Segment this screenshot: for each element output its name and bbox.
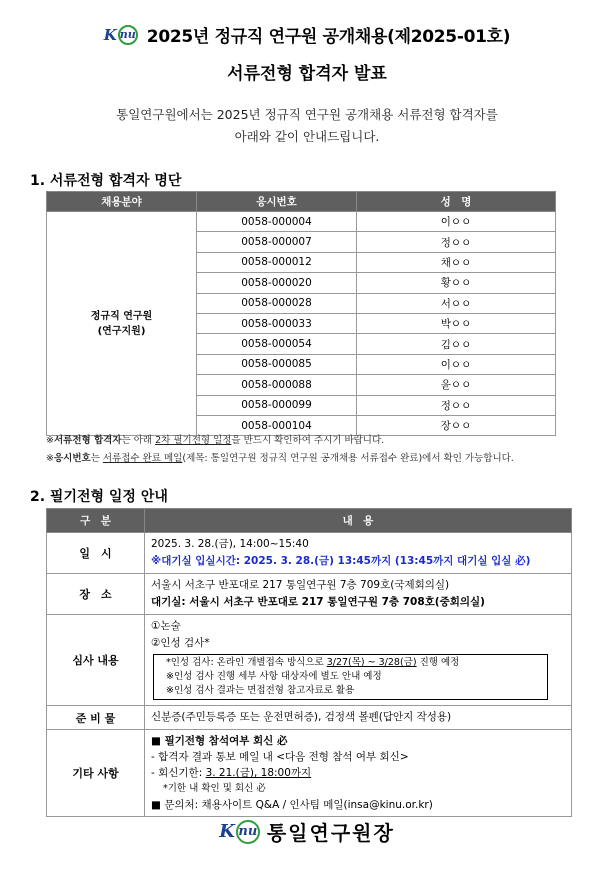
applicant-name: 정ㅇㅇ — [357, 395, 556, 415]
etc-line-1: ■ 필기전형 참석여부 회신 必 — [151, 735, 288, 747]
exam-schedule-table — [46, 508, 572, 817]
col-name: 성 명 — [357, 192, 556, 212]
note-2-bold: 응시번호 — [53, 453, 91, 464]
applicant-name: 채ㅇㅇ — [357, 252, 556, 272]
prep-value: 신분증(주민등록증 또는 운전면허증), 검정색 볼펜(답안지 작성용) — [145, 706, 572, 730]
footer-logo-letter: K — [219, 821, 235, 842]
row-date — [47, 533, 572, 574]
note-1-mid: 는 아래 — [121, 435, 156, 446]
box-line-3: ※인성 검사 결과는 면접전형 참고자료로 활용 — [166, 685, 355, 696]
applicant-name: 서ㅇㅇ — [357, 293, 556, 313]
logo-ring-icon: nu — [118, 25, 138, 45]
box-line-1-a: *인성 검사: 온라인 개별접속 방식으로 — [166, 657, 327, 668]
applicant-name: 이ㅇㅇ — [357, 354, 556, 374]
applicant-id: 0058-000099 — [197, 395, 357, 415]
intro-line-2: 아래와 같이 안내드립니다. — [234, 129, 380, 144]
row-prep — [47, 706, 572, 730]
applicant-id: 0058-000033 — [197, 313, 357, 333]
col-division: 구 분 — [47, 509, 145, 533]
exam-item-1: ①논술 — [151, 620, 181, 632]
applicant-name: 이ㅇㅇ — [357, 212, 556, 232]
note-2-suffix: (제목: 통일연구원 정규직 연구원 공개채용 서류접수 완료)에서 확인 가능합니다. — [182, 453, 514, 464]
date-label: 일 시 — [47, 533, 145, 574]
table-row — [47, 212, 556, 232]
footer-logo-ring-icon: nu — [236, 820, 260, 844]
applicant-name: 김ㅇㅇ — [357, 334, 556, 354]
note-2-prefix: ※ — [46, 453, 54, 464]
note-1-suffix: 을 반드시 확인하여 주시기 바랍니다. — [231, 435, 385, 446]
applicant-id: 0058-000007 — [197, 232, 357, 252]
applicant-id: 0058-000028 — [197, 293, 357, 313]
intro-line-1: 통일연구원에서는 2025년 정규직 연구원 공개채용 서류전형 합격자를 — [116, 107, 498, 122]
category-cell — [47, 212, 197, 436]
category-line-1: 정규직 연구원 — [90, 310, 153, 322]
row-place — [47, 574, 572, 615]
note-1-bold: 서류전형 합격자 — [53, 435, 122, 446]
note-1 — [46, 432, 384, 446]
etc-label: 기타 사항 — [47, 730, 145, 817]
schedule-table-header — [47, 509, 572, 533]
logo-letter: K — [103, 25, 117, 44]
kinu-logo — [104, 25, 139, 45]
footer-signature — [0, 817, 614, 846]
etc-line-3 — [151, 765, 565, 781]
applicant-id: 0058-000020 — [197, 273, 357, 293]
col-category: 채용분야 — [47, 192, 197, 212]
note-2-underlined: 서류접수 완료 메일 — [102, 453, 183, 464]
document-header — [0, 22, 614, 84]
applicant-id: 0058-000004 — [197, 212, 357, 232]
note-2-mid: 는 — [90, 453, 103, 464]
etc-line-5: ■ 문의처: 채용사이트 Q&A / 인사팀 메일(insa@kinu.or.kr) — [151, 799, 433, 811]
title-row — [0, 22, 614, 47]
section-2-title: 2. 필기전형 일정 안내 — [30, 489, 168, 505]
place-line-1: 서울시 서초구 반포대로 217 통일연구원 7층 709호(국제회의실) — [151, 579, 450, 591]
intro-text — [0, 104, 614, 148]
applicant-name: 정ㅇㅇ — [357, 232, 556, 252]
box-line-1 — [166, 656, 537, 670]
place-line-2: 대기실: 서울시 서초구 반포대로 217 통일연구원 7층 708호(중회의실) — [151, 596, 485, 608]
col-content: 내 용 — [145, 509, 572, 533]
box-line-1-b: 진행 예정 — [416, 657, 460, 668]
exam-value — [145, 615, 572, 706]
box-line-2: ※인성 검사 진행 세부 사항 대상자에 별도 안내 예정 — [166, 671, 382, 682]
applicant-name: 윤ㅇㅇ — [357, 375, 556, 395]
applicant-id: 0058-000054 — [197, 334, 357, 354]
col-applicant-id: 응시번호 — [197, 192, 357, 212]
reply-deadline: 3. 21.(금), 18:00까지 — [205, 767, 312, 779]
personality-test-note-box — [153, 654, 548, 700]
note-1-prefix: ※ — [46, 435, 54, 446]
etc-line-2: - 합격자 결과 통보 메일 내 <다음 전형 참석 여부 회신> — [151, 751, 409, 763]
place-value — [145, 574, 572, 615]
etc-line-4: *기한 내 확인 및 회신 必 — [163, 783, 266, 794]
prep-label: 준 비 물 — [47, 706, 145, 730]
row-etc — [47, 730, 572, 817]
note-1-underlined: 2차 필기전형 일정 — [155, 435, 232, 446]
waiting-room-time: ※대기실 입실시간: 2025. 3. 28.(금) 13:45까지 (13:45까지 대기실 입실 必) — [151, 555, 531, 567]
date-line-1: 2025. 3. 28.(금), 14:00~15:40 — [151, 538, 309, 550]
document-subtitle: 서류전형 합격자 발표 — [227, 64, 387, 84]
applicant-name: 장ㅇㅇ — [357, 415, 556, 435]
place-label: 장 소 — [47, 574, 145, 615]
category-line-2: (연구지원) — [97, 325, 146, 337]
passer-table-header — [47, 192, 556, 212]
exam-item-2: ②인성 검사* — [151, 637, 210, 649]
applicant-name: 황ㅇㅇ — [357, 273, 556, 293]
exam-label: 심사 내용 — [47, 615, 145, 706]
date-value — [145, 533, 572, 574]
note-2 — [46, 450, 514, 464]
etc-line-3-a: - 회신기한: — [151, 767, 206, 779]
passer-table — [46, 191, 556, 436]
document-title: 2025년 정규직 연구원 공개채용(제2025-01호) — [146, 27, 511, 47]
footer-kinu-logo — [219, 820, 261, 844]
applicant-id: 0058-000104 — [197, 415, 357, 435]
applicant-id: 0058-000012 — [197, 252, 357, 272]
section-1-title: 1. 서류전형 합격자 명단 — [30, 173, 182, 189]
box-line-1-dates: 3/27(목) ~ 3/28(금) — [326, 657, 417, 668]
row-exam — [47, 615, 572, 706]
etc-value — [145, 730, 572, 817]
applicant-name: 박ㅇㅇ — [357, 313, 556, 333]
applicant-id: 0058-000085 — [197, 354, 357, 374]
applicant-id: 0058-000088 — [197, 375, 357, 395]
footer-issuer: 통일연구원장 — [266, 821, 395, 845]
